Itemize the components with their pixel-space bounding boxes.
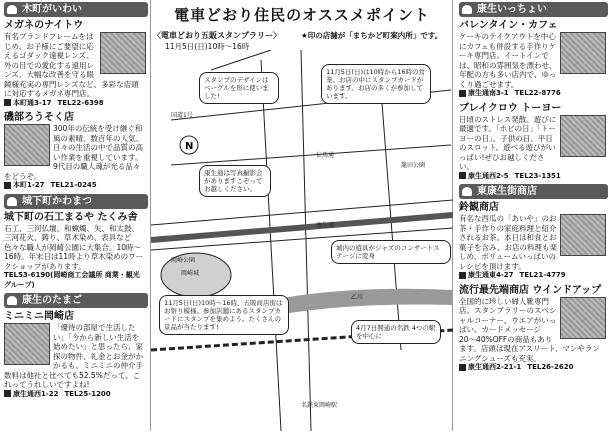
left-column bbox=[0, 0, 150, 431]
location-icon bbox=[4, 99, 11, 106]
shop-name: バレンタイン・カフェ bbox=[459, 20, 558, 31]
stamp-rally-date: 11月5日(日)10時〜16時 bbox=[165, 42, 250, 51]
shop-tel: TEL21-0245 bbox=[50, 181, 97, 189]
shop-name: 磯部ろうそく店 bbox=[4, 112, 74, 123]
shop-tel: TEL26-2620 bbox=[527, 363, 574, 371]
shop-photo bbox=[560, 214, 606, 256]
shop-address: 康生通南3-1 bbox=[468, 89, 509, 97]
map-place-label: 国道1号 bbox=[171, 112, 193, 119]
location-icon bbox=[459, 272, 466, 279]
shop-name: ミニミニ岡崎店 bbox=[4, 311, 74, 322]
speech-bubble: 康生通は写真撮影会がありますこぞってお越しください。 bbox=[199, 165, 271, 197]
area-heading: 康生いっちょい bbox=[459, 2, 608, 17]
shop-description: 「優待の部屋で生活したい」「今から新しい生活を始めたい」と思ったら、家探の物件、礼金とお金がかかるも、ミニミニの仲介手数料は他社と比べても52.5%だって。これってうれしいですよね! bbox=[4, 323, 143, 389]
map-place-label: 乙川 bbox=[351, 294, 364, 301]
area-heading: 木町がいわい bbox=[4, 2, 148, 17]
shop-name: ブレイクロウ トーヨー bbox=[459, 102, 562, 114]
shop-description: 全国的に珍しい婦人靴専門店。スタンプラリーのスペシャルコーナー、ウエアがいっぱい。カードメッセージ20〜40%OFFの商品もあります。店頭は現在アスリート、マンやランニングシューズも充実。 bbox=[459, 296, 600, 363]
shop-photo bbox=[560, 297, 606, 339]
speech-bubble: スタンプのデザインはベーグルを形に使いました! bbox=[199, 72, 279, 104]
shop-address: 康生通東4-27 bbox=[468, 271, 514, 279]
shop-card bbox=[4, 310, 146, 399]
title-band bbox=[151, 4, 453, 28]
location-icon bbox=[4, 182, 11, 189]
map-place-label: 康生通 bbox=[316, 222, 335, 229]
shop-address-line bbox=[459, 363, 606, 373]
shop-address: 本町通3-17 bbox=[13, 98, 52, 107]
stamp-rally-note: ★印の店舗が「まちかど町案内所」です。 bbox=[301, 31, 443, 40]
area-heading: 城下町かわまつ bbox=[4, 194, 148, 209]
map-place-label: 岡崎公園 bbox=[171, 257, 196, 264]
shop-photo bbox=[560, 32, 606, 74]
shop-card bbox=[459, 284, 606, 373]
right-column bbox=[455, 0, 610, 431]
shop-address-line bbox=[459, 172, 606, 182]
shop-address-line bbox=[4, 271, 146, 290]
map-place-label: 名鉄東岡崎駅 bbox=[301, 402, 338, 409]
shop-card bbox=[459, 19, 606, 99]
location-icon bbox=[4, 390, 11, 397]
shop-photo bbox=[100, 32, 146, 74]
shop-address: 本町1-27 bbox=[13, 181, 45, 189]
shop-name: 流行最先端商店 ウインドアップ bbox=[459, 284, 602, 296]
speech-bubble: 城内の遊具がジャズのコンサートステージに変身 bbox=[331, 240, 451, 264]
speech-bubble: 11月5日(日)10時〜16時、五販商店街はお祭り模様。参加店舗にあるスタンプカードにスタンプを集めよう。たくさんの景品が当たります! bbox=[159, 295, 289, 335]
area-heading: 東康生街商店 bbox=[459, 184, 608, 199]
map-section bbox=[151, 0, 453, 431]
map-place-label: 伝馬通 bbox=[316, 152, 335, 159]
speech-bubble: 11月5日(日)は10時から16時の営業。お店の中にスタンプカードがあります。お店の多くが参加しています。 bbox=[321, 64, 431, 104]
shop-tel: TEL23-1351 bbox=[514, 171, 561, 180]
shop-name: 鈴観商店 bbox=[459, 202, 499, 213]
speech-bubble: 4月7日開通の名鉄 4つの駅を中心に bbox=[351, 320, 441, 344]
map-place-label: 籠田公園 bbox=[401, 162, 426, 169]
map-place-label: 岡崎城 bbox=[181, 270, 200, 277]
street-map bbox=[151, 50, 453, 431]
shop-photo bbox=[560, 115, 606, 157]
road bbox=[211, 50, 271, 70]
shop-description: 有名ブランドフレームをはじめ、お子様にご要望に応えるゴダック遠視レンズ、外の目での愛化する遠用レンズ、大幅な改善を守る眼鏡様充実の専門レンズなど、多彩な店頭に対応するメガネ専門店。 bbox=[4, 32, 139, 98]
location-icon bbox=[459, 172, 466, 179]
shop-card bbox=[4, 19, 146, 108]
shop-card bbox=[459, 201, 606, 281]
svg-text:N: N bbox=[185, 141, 194, 152]
shop-tel: TEL25-1200 bbox=[64, 389, 111, 398]
shop-address-line bbox=[4, 99, 146, 109]
shop-address: 康生通西2-21-1 bbox=[468, 363, 522, 371]
location-icon bbox=[459, 364, 466, 371]
shop-description: 日頃のストレス発散、遊びに最適です。「ホビの日」「トーヨーの日」、子供の日、平日のスロット。遊べる遊びがいっぱい!ぜひお越しください。 bbox=[459, 114, 557, 171]
shop-address: 康生通西2-5 bbox=[468, 171, 509, 180]
shop-address: 康生通西1-22 bbox=[13, 389, 59, 398]
page-title: 電車どおり住民のオススメポイント bbox=[174, 6, 430, 24]
shop-name: 城下町の石工まるや たくみ舎 bbox=[4, 211, 138, 223]
shop-description: 300年の伝統を受け継ぐ和風の素晴、数百年の人気、日々の生活の中で品質の高い作業を重視しています。9代目の職人魂が光る品々をどうぞ。 bbox=[4, 124, 143, 181]
shop-address-line bbox=[4, 390, 146, 400]
shop-photo bbox=[4, 323, 50, 365]
shop-photo bbox=[4, 124, 50, 166]
road bbox=[301, 50, 311, 431]
shop-tel: TEL22-6398 bbox=[57, 98, 104, 107]
shop-description: 石工、三河仏壇、和蝋燭、矢、和太鼓、三河花火、鋳り、草木染め、表具など色々な職人が岡崎公園に大集合。10時〜16時。年末日は11時より草木染めのワークショップがあります。 bbox=[4, 223, 144, 271]
shop-tel: TEL21-4779 bbox=[519, 271, 566, 279]
area-heading: 康生のたまご bbox=[4, 293, 148, 308]
shop-description: ケーキのテイクアウトを中心にカフェも併設する手作りケーキ専門店。イートインでは、昭和の雰囲気を漂わせ、年配の方も多い店内で、ゆっくり過ごせます。 bbox=[459, 32, 557, 89]
shop-tel: TEL53-6190(岡崎商工会議所 商業・観光グループ) bbox=[4, 271, 140, 289]
shop-card bbox=[4, 111, 146, 191]
location-icon bbox=[459, 90, 466, 97]
shop-description: 有名な西瓜の「あいや」のお茶・手作りの家庭料理と紹介されるお茶。本日は和食とお菓子を含み、お店の料理も楽しめ、ボリュームいっぱいのレシピを頂けます。 bbox=[459, 214, 557, 271]
shop-address-line bbox=[4, 181, 146, 191]
shop-tel: TEL22-8776 bbox=[514, 89, 561, 97]
main-street bbox=[151, 215, 453, 240]
shop-card bbox=[4, 211, 146, 291]
shop-name: メガネのナイトウ bbox=[4, 20, 84, 31]
shop-card bbox=[459, 102, 606, 182]
shop-address-line bbox=[459, 89, 606, 99]
road bbox=[261, 60, 281, 431]
stamp-rally-title: 〈電車どおり五販スタンプラリー〉 bbox=[153, 31, 281, 40]
shop-address-line bbox=[459, 271, 606, 281]
